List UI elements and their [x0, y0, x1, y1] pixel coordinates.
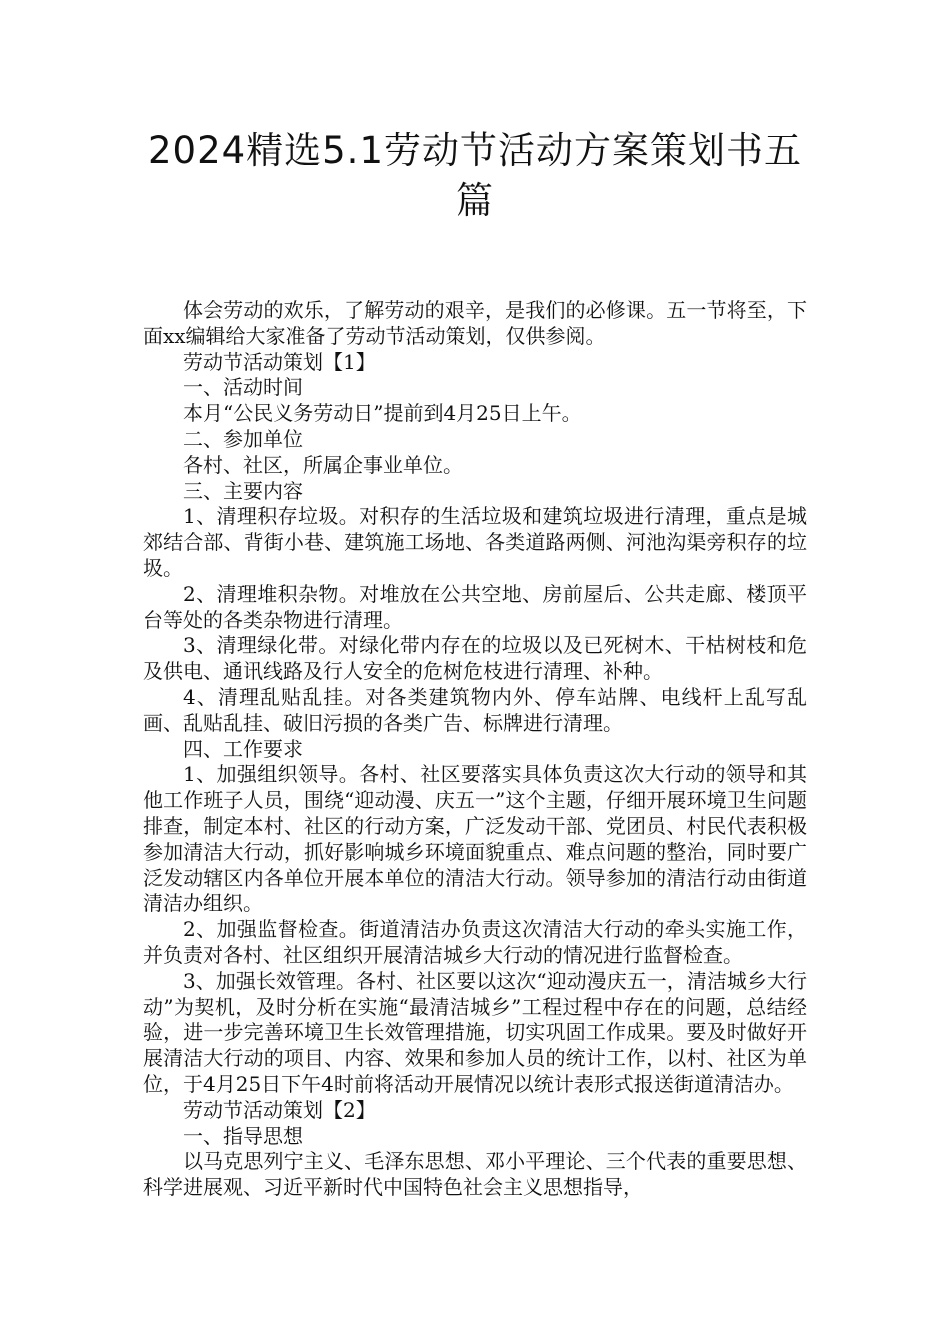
document-body	[143, 298, 807, 1201]
paragraph: 3、清理绿化带。对绿化带内存在的垃圾以及已死树木、干枯树枝和危及供电、通讯线路及行人安全的危树危枝进行清理、补种。	[143, 633, 807, 684]
paragraph: 1、清理积存垃圾。对积存的生活垃圾和建筑垃圾进行清理，重点是城郊结合部、背街小巷、建筑施工场地、各类道路两侧、河池沟渠旁积存的垃圾。	[143, 504, 807, 580]
paragraph: 体会劳动的欢乐，了解劳动的艰辛，是我们的必修课。五一节将至，下面xx编辑给大家准备了劳动节活动策划，仅供参阅。	[143, 298, 807, 348]
subsection-heading: 二、参加单位	[183, 426, 303, 451]
paragraph: 2、清理堆积杂物。对堆放在公共空地、房前屋后、公共走廊、楼顶平台等处的各类杂物进行清理。	[143, 581, 807, 632]
paragraph: 本月“公民义务劳动日”提前到4月25日上午。	[183, 401, 582, 426]
paragraph: 3、加强长效管理。各村、社区要以这次“迎动漫庆五一，清洁城乡大行动”为契机，及时分析在实施“最清洁城乡”工程过程中存在的问题，总结经验，进一步完善环境卫生长效管理措施，切实巩固工作成果。要及时做好开展清洁大行动的项目、内容、效果和参加人员的统计工作，以村、社区为单位，于4月25日下午4时前将活动开展情况以统计表形式报送街道清洁办。	[143, 968, 807, 1096]
paragraph: 4、清理乱贴乱挂。对各类建筑物内外、停车站牌、电线杆上乱写乱画、乱贴乱挂、破旧污损的各类广告、标牌进行清理。	[143, 684, 807, 735]
document-title: 2024精选5.1劳动节活动方案策划书五篇	[147, 129, 802, 222]
paragraph: 以马克思列宁主义、毛泽东思想、邓小平理论、三个代表的重要思想、科学进展观、习近平新时代中国特色社会主义思想指导，	[143, 1149, 807, 1200]
paragraph: 1、加强组织领导。各村、社区要落实具体负责这次大行动的领导和其他工作班子人员，围绕“迎动漫、庆五一”这个主题，仔细开展环境卫生问题排查，制定本村、社区的行动方案，广泛发动干部、党团员、村民代表积极参加清洁大行动，抓好影响城乡环境面貌重点、难点问题的整治，同时要广泛发动辖区内各单位开展本单位的清洁大行动。领导参加的清洁行动由街道清洁办组织。	[143, 762, 807, 916]
subsection-heading: 四、工作要求	[183, 736, 303, 761]
paragraph: 2、加强监督检查。街道清洁办负责这次清洁大行动的牵头实施工作，并负责对各村、社区组织开展清洁城乡大行动的情况进行监督检查。	[143, 917, 807, 967]
section-heading: 劳动节活动策划【1】	[183, 349, 376, 374]
subsection-heading: 一、指导思想	[183, 1123, 303, 1148]
section-heading: 劳动节活动策划【2】	[183, 1097, 376, 1122]
paragraph: 各村、社区，所属企事业单位。	[183, 452, 463, 477]
subsection-heading: 三、主要内容	[183, 478, 303, 503]
subsection-heading: 一、活动时间	[183, 375, 303, 400]
